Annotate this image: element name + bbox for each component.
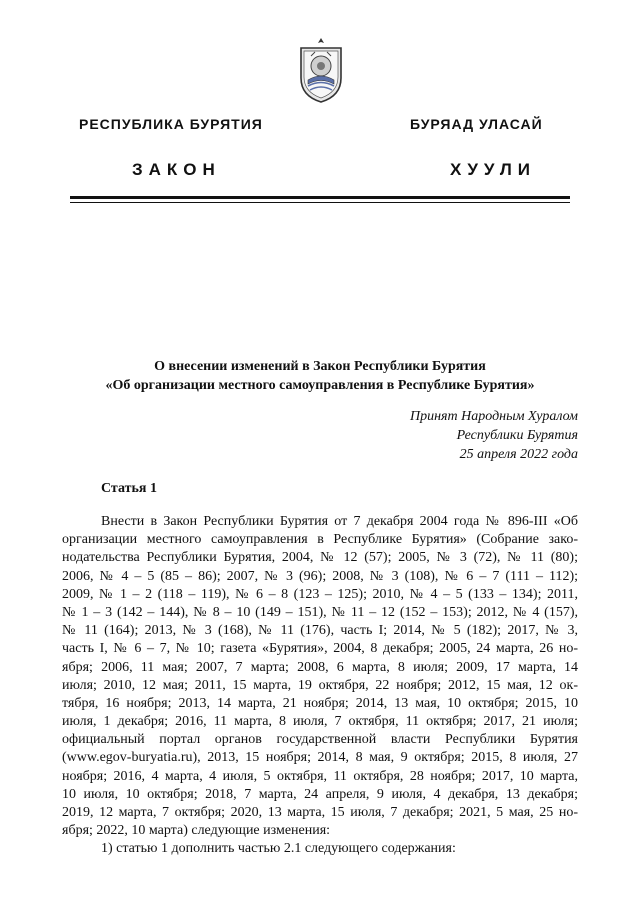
coat-of-arms-icon [296, 36, 346, 104]
article-line: ября; 2006, 11 мая; 2007, 7 марта; 2008, 6 марта, 8 июля; 2009, 17 марта, 14 [62, 659, 578, 675]
header-divider-thin [70, 202, 570, 203]
law-label-russian: ЗАКОН [132, 160, 221, 179]
article-line: ноября; 2016, 4 марта, 4 июля, 5 октября, 11 октября, 28 ноября; 2017, 10 марта, [62, 768, 578, 784]
article-line: часть I, № 6 – 7, № 10; газета «Бурятия», 2004, 8 декабря; 2005, 24 марта, 26 но- [62, 641, 578, 657]
article-line: № 1 – 3 (142 – 144), № 8 – 10 (149 – 151), № 11 – 12 (152 – 153); 2012, № 4 (157), [62, 604, 578, 620]
article-body [62, 513, 578, 859]
article-line: нодательства Республики Бурятия, 2004, № 12 (57); 2005, № 3 (72), № 11 (80); [62, 550, 578, 566]
law-title-line-2: «Об организации местного самоуправления в Республике Бурятия» [105, 378, 535, 393]
republic-name-buryat: БУРЯАД УЛАСАЙ [410, 116, 543, 132]
article-line: Внести в Закон Республики Бурятия от 7 декабря 2004 года № 896-III «Об [101, 514, 578, 529]
article-line: 2009, № 1 – 2 (118 – 119), № 6 – 8 (123 – 125); 2010, № 4 – 5 (133 – 134); 2011, [62, 586, 578, 602]
law-label-buryat: ХУУЛИ [450, 160, 536, 179]
header-divider-thick [70, 196, 570, 199]
law-title-line-1: О внесении изменений в Закон Республики Бурятия [154, 359, 486, 374]
article-line: 10 июля, 10 октября; 2018, 7 марта, 24 апреля, 9 июля, 4 декабря, 13 декабря; [62, 786, 578, 802]
law-title [60, 357, 580, 395]
adoption-date: 25 апреля 2022 года [459, 447, 578, 462]
article-line: организации местного самоуправления в Республике Бурятия» (Собрание зако- [62, 532, 578, 548]
adoption-line-2: Республики Бурятия [456, 428, 578, 443]
article-line: (www.egov-buryatia.ru), 2013, 15 ноября; 2014, 8 мая, 9 октября; 2015, 8 июля, 27 [62, 750, 578, 766]
article-line: 2019, 12 марта, 7 октября; 2020, 13 марта, 15 июля, 7 декабря; 2021, 5 мая, 25 но- [62, 805, 578, 820]
adoption-line-1: Принят Народным Хуралом [409, 409, 578, 424]
article-line: № 11 (164); 2013, № 3 (168), № 11 (176), часть I; 2014, № 5 (182); 2017, № 3, [62, 623, 578, 639]
article-heading: Статья 1 [101, 481, 157, 496]
article-line: официальный портал органов государственной власти Республики Бурятия [62, 732, 578, 748]
republic-name-russian: РЕСПУБЛИКА БУРЯТИЯ [79, 116, 263, 132]
article-line: июля; 2010, 12 мая; 2011, 15 марта, 19 октября, 22 ноября; 2012, 15 мая, 12 ок- [62, 677, 578, 693]
amendment-item-1: 1) статью 1 дополнить частью 2.1 следующего содержания: [101, 841, 456, 857]
article-line: 2006, № 4 – 5 (85 – 86); 2007, № 3 (96); 2008, № 3 (108), № 6 – 7 (111 – 112); [62, 568, 578, 584]
article-line: тября, 16 ноября; 2013, 14 марта, 21 ноября; 2014, 13 мая, 10 октября; 2015, 10 [62, 695, 578, 711]
article-line: июля, 1 декабря; 2016, 11 марта, 8 июля, 7 октября, 11 октября; 2017, 21 июля; [62, 714, 578, 730]
article-line: ября; 2022, 10 марта) следующие изменения: [62, 823, 331, 839]
adoption-info [320, 407, 578, 464]
